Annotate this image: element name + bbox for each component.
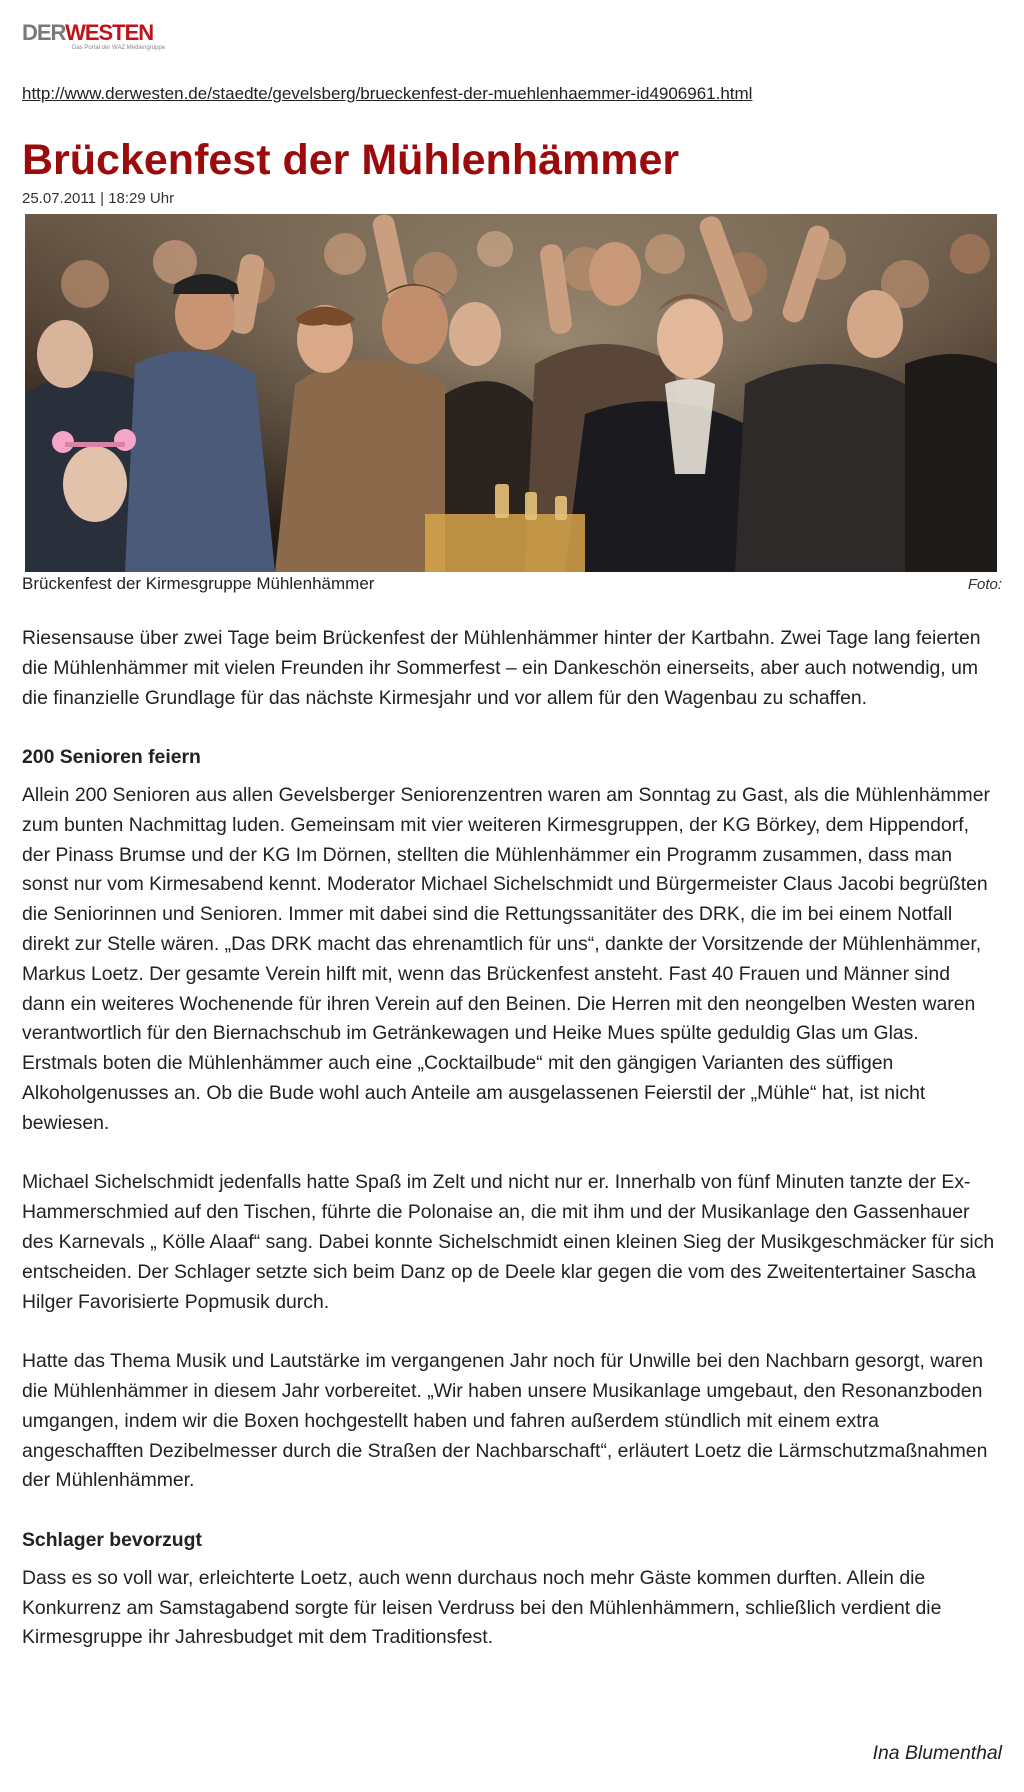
- article-url-link[interactable]: http://www.derwesten.de/staedte/gevelsberg/brueckenfest-der-muehlenhaemmer-id4906961.html: [22, 84, 753, 103]
- paragraph-senioren: Allein 200 Senioren aus allen Gevelsberger Seniorenzentren waren am Sonntag zu Gast, als die Mühlenhämmer zum bunten Nachmittag luden. Gemeinsam mit vier weiteren Kirmesgruppen, der KG Börkey, dem Hippendorf, der Pinass Brumse und der KG Im Dörnen, stellten die Mühlenhämmer ein Programm zusammen, dass man sonst nur vom Kirmesabend kennt. Moderator Michael Sichelschmidt und Bürgermeister Claus Jacobi begrüßten die Seniorinnen und Senioren. Immer mit dabei sind die Rettungssanitäter des DRK, die im bei einem Notfall direkt zur Stelle wären. „Das DRK macht das ehrenamtlich für uns“, dankte der Vorsitzende der Mühlenhämmer, Markus Loetz. Der gesamte Verein hilft mit, wenn das Brückenfest ansteht. Fast 40 Frauen und Männer sind dann ein weiteres Wochenende für ihren Verein auf den Beinen. Die Herren mit den neongelben Westen waren verantwortlich für den Biernachschub im Getränkewagen und Heike Mues spülte geduldig Glas um Glas. Erstmals boten die Mühlenhämmer auch eine „Cocktailbude“ mit den gängigen Varianten des süffigen Alkoholgenusses an. Ob die Bude wohl auch Anteile am ausgelassenen Feierstil der „Mühle“ hat, ist nicht bewiesen.: [22, 783, 990, 1134]
- subheading-senioren: 200 Senioren feiern: [22, 746, 201, 769]
- photo-credit: Foto:: [967, 576, 1002, 593]
- article-body: [22, 624, 997, 1683]
- logo-wordmark: [22, 22, 172, 44]
- article-photo: [25, 214, 997, 572]
- subheading-schlager: Schlager bevorzugt: [22, 1528, 202, 1551]
- logo-der: DER: [22, 20, 66, 45]
- article-author: Ina Blumenthal: [872, 1742, 1002, 1764]
- article-title: Brückenfest der Mühlenhämmer: [22, 136, 680, 184]
- logo-tagline: Das Portal der WAZ Mediengruppe: [72, 45, 166, 51]
- photo-caption: Brückenfest der Kirmesgruppe Mühlenhämmer: [22, 574, 375, 593]
- article-dateline: 25.07.2011 | 18:29 Uhr: [22, 190, 175, 207]
- paragraph-sichelschmidt: Michael Sichelschmidt jedenfalls hatte Spaß im Zelt und nicht nur er. Innerhalb von fünf Minuten tanzte der Ex-Hammerschmied auf den Tischen, führte die Polonaise an, die mit ihm und der Musikanlage den Gassenhauer des Karnevals „ Kölle Alaaf“ sang. Dabei konnte Sichelschmidt einen kleinen Sieg der Musikgeschmäcker für sich entscheiden. Der Schlager setzte sich beim Danz op de Deele klar gegen die vom des Zweitentertainer Sascha Hilger Favorisierte Popmusik durch.: [22, 1171, 995, 1313]
- paragraph-laerm: Hatte das Thema Musik und Lautstärke im vergangenen Jahr noch für Unwille bei den Nachbarn gesorgt, waren die Mühlenhämmer in diesem Jahr vorbereitet. „Wir haben unsere Musikanlage umgebaut, den Resonanzboden umgangen, indem wir die Boxen hochgestellt haben und fahren außerdem stündlich mit einem extra angeschafften Dezibelmesser durch die Straßen der Nachbarschaft“, erläutert Loetz die Lärmschutzmaßnahmen der Mühlenhämmer.: [22, 1350, 988, 1492]
- crowd-photo-illustration: [25, 214, 997, 572]
- paragraph-closing: Dass es so voll war, erleichterte Loetz, auch wenn durchaus noch mehr Gäste kommen durften. Allein die Konkurrenz am Samstagabend sorgte für leisen Verdruss bei den Mühlenhämmern, schließlich verdient die Kirmesgruppe ihr Jahresbudget mit dem Traditionsfest.: [22, 1566, 942, 1649]
- logo-westen: WESTEN: [65, 20, 154, 45]
- derwesten-logo[interactable]: [22, 22, 172, 56]
- paragraph-intro: Riesensause über zwei Tage beim Brückenfest der Mühlenhämmer hinter der Kartbahn. Zwei Tage lang feierten die Mühlenhämmer mit vielen Freunden ihr Sommerfest – ein Dankeschön einerseits, aber auch notwendig, um die finanzielle Grundlage für das nächste Kirmesjahr und vor allem für den Wagenbau zu schaffen.: [22, 627, 981, 709]
